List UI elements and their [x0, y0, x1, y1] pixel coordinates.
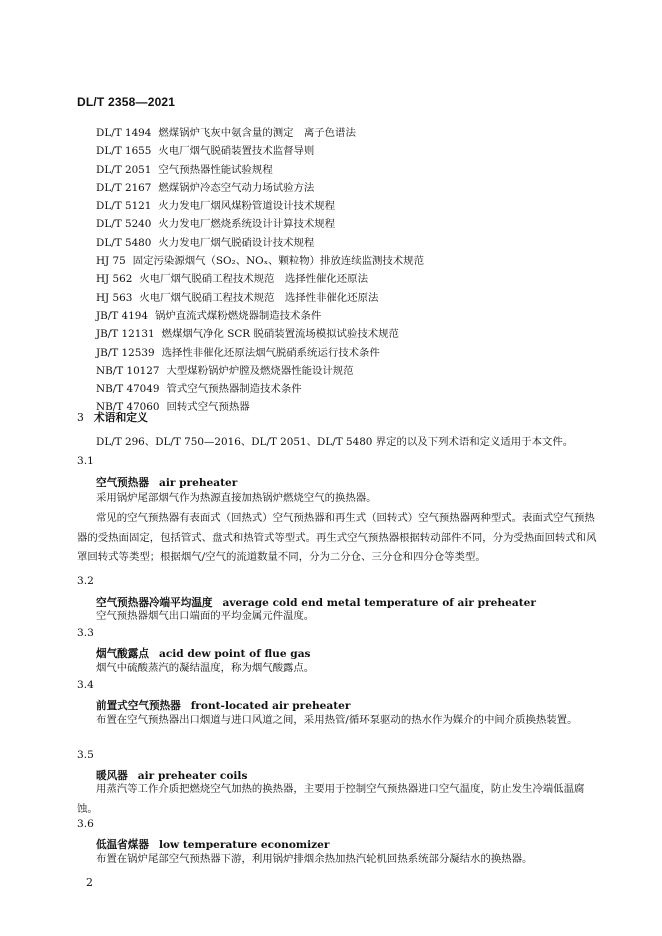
- reference-item: [96, 252, 424, 270]
- reference-title: 空气预热器性能试验规程: [158, 163, 273, 176]
- reference-code: JB/T 12131: [96, 328, 155, 341]
- term-title-en: acid dew point of flue gas: [158, 648, 311, 660]
- term-number: 3.2: [77, 575, 94, 587]
- term-title-en: air preheater: [158, 477, 238, 489]
- doc-number-header: DL/T 2358—2021: [77, 95, 176, 109]
- term-note: 常见的空气预热器有表面式（回热式）空气预热器和再生式（回转式）空气预热器两种型式。表面式空气预热器的受热面固定，包括管式、盘式和热管式等型式。再生式空气预热器根据转动部件不同，分为受热面回转式和风罩回转式等类型；根据烟气/空气的流道数量不同，分为二分仓、三分仓和四分仓等类型。: [77, 512, 597, 564]
- reference-code: DL/T 1494: [96, 127, 152, 139]
- term-definition: 烟气中硫酸蒸汽的凝结温度，称为烟气酸露点。: [96, 662, 315, 674]
- reference-code: NB/T 47049: [96, 383, 160, 396]
- section-heading: [77, 410, 148, 425]
- reference-item: [96, 270, 424, 288]
- reference-code: DL/T 2167: [96, 181, 152, 194]
- term-number: 3.1: [77, 455, 94, 467]
- reference-code: DL/T 2051: [96, 163, 152, 176]
- reference-title: 火电厂烟气脱硝装置技术监督导则: [158, 145, 315, 158]
- reference-code: DL/T 5480: [96, 236, 152, 249]
- reference-code: NB/T 10127: [96, 364, 160, 377]
- reference-title: 燃煤锅炉飞灰中氨含量的测定 离子色谱法: [158, 127, 356, 139]
- term-title-en: air preheater coils: [137, 770, 248, 782]
- reference-title: 固定污染源烟气（SO₂、NOₓ、颗粒物）排放连续监测技术规范: [132, 255, 424, 268]
- reference-item: [96, 124, 424, 142]
- term-definition: 布置在锅炉尾部空气预热器下游，利用锅炉排烟余热加热汽轮机回热系统部分凝结水的换热器。: [96, 853, 533, 865]
- reference-title: 火力发电厂烟风煤粉管道设计技术规程: [158, 200, 336, 213]
- term-title-cn: 烟气酸露点: [96, 648, 149, 660]
- reference-item: [96, 215, 424, 233]
- term-definition: 用蒸汽等工作介质把燃烧空气加热的换热器，主要用于控制空气预热器进口空气温度，防止发生冷端低温腐蚀。: [77, 783, 585, 815]
- reference-item: [96, 344, 424, 362]
- page-number: 2: [86, 876, 93, 889]
- term-number: 3.6: [77, 818, 94, 830]
- reference-code: HJ 563: [96, 291, 133, 304]
- reference-title: 大型煤粉锅炉炉膛及燃烧器性能设计规范: [166, 364, 354, 377]
- reference-list: [96, 124, 424, 417]
- reference-code: JB/T 4194: [96, 309, 148, 322]
- section-intro: DL/T 296、DL/T 750—2016、DL/T 2051、DL/T 5480 界定的以及下列术语和定义适用于本文件。: [96, 436, 574, 448]
- reference-title: 燃煤烟气净化 SCR 脱硝装置流场模拟试验技术规范: [161, 328, 399, 341]
- term-number: 3.4: [77, 679, 94, 691]
- reference-item: [96, 179, 424, 197]
- section-title: 术语和定义: [93, 411, 148, 424]
- term-title-cn: 空气预热器: [96, 477, 149, 489]
- reference-title: 管式空气预热器制造技术条件: [166, 383, 302, 396]
- reference-item: [96, 362, 424, 380]
- reference-title: 火电厂烟气脱硝工程技术规范 选择性非催化还原法: [139, 291, 379, 304]
- term-number: 3.3: [77, 627, 94, 639]
- reference-title: 选择性非催化还原法烟气脱硝系统运行技术条件: [161, 346, 380, 359]
- reference-item: [96, 325, 424, 343]
- term-title-cn: 暖风器: [96, 770, 128, 782]
- term-title-en: front-located air preheater: [190, 700, 351, 712]
- reference-code: HJ 562: [96, 273, 133, 286]
- section-number: 3: [77, 411, 84, 424]
- term-title-cn: 前置式空气预热器: [96, 700, 181, 712]
- term-title-en: low temperature economizer: [158, 839, 330, 851]
- reference-title: 燃煤锅炉冷态空气动力场试验方法: [158, 181, 315, 194]
- term-number: 3.5: [77, 749, 94, 761]
- reference-title: 锅炉直流式煤粉燃烧器制造技术条件: [154, 309, 322, 322]
- reference-title: 回转式空气预热器: [166, 401, 250, 414]
- term-title: [96, 475, 237, 490]
- reference-item: [96, 161, 424, 179]
- term-title-en: average cold end metal temperature of air preheater: [222, 597, 536, 609]
- reference-item: [96, 380, 424, 398]
- reference-title: 火力发电厂燃烧系统设计计算技术规程: [158, 218, 336, 231]
- term-title-cn: 空气预热器冷端平均温度: [96, 597, 213, 609]
- term-title-cn: 低温省煤器: [96, 839, 149, 851]
- reference-code: HJ 75: [96, 255, 126, 268]
- reference-code: JB/T 12539: [96, 346, 155, 359]
- reference-item: [96, 307, 424, 325]
- term-definition: 空气预热器烟气出口端面的平均金属元件温度。: [96, 610, 315, 622]
- reference-code: DL/T 1655: [96, 145, 152, 158]
- reference-item: [96, 197, 424, 215]
- reference-title: 火力发电厂烟气脱硝设计技术规程: [158, 236, 315, 249]
- reference-item: [96, 234, 424, 252]
- reference-item: [96, 142, 424, 160]
- reference-code: NB/T 47060: [96, 401, 160, 414]
- reference-code: DL/T 5121: [96, 200, 152, 213]
- reference-code: DL/T 5240: [96, 218, 152, 231]
- term-definition: 布置在空气预热器出口烟道与进口风道之间，采用热管/循环泵驱动的热水作为媒介的中间介质换热装置。: [96, 714, 578, 726]
- reference-title: 火电厂烟气脱硝工程技术规范 选择性催化还原法: [139, 273, 368, 286]
- term-definition: 采用锅炉尾部烟气作为热源直接加热锅炉燃烧空气的换热器。: [96, 492, 377, 504]
- reference-item: [96, 289, 424, 307]
